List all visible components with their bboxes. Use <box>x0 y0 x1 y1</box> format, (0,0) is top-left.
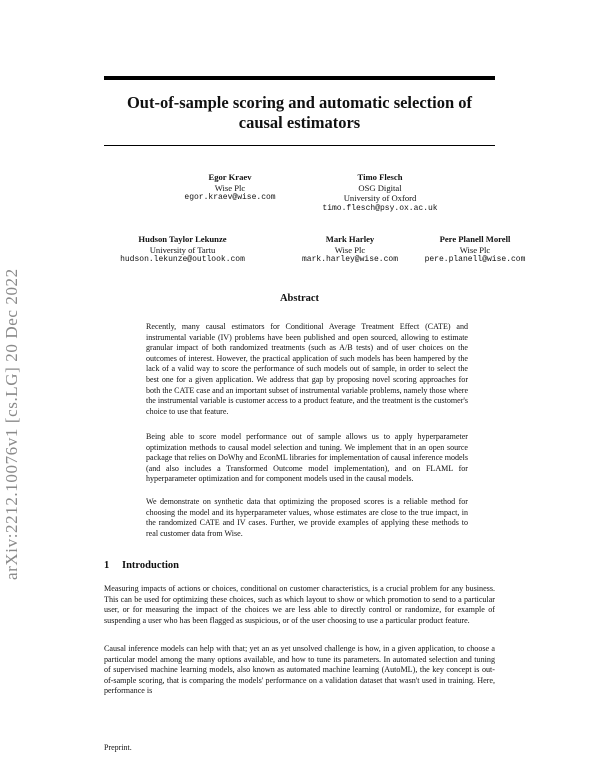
body-paragraph: Measuring impacts of actions or choices, conditional on customer characteristics, is a crucial problem for any business. This can be used for optimizing these choices, such as which layout to show or which promotion to send to a particular user, or for measuring the impact of the choices we are less able to directly control or randomize, for example of suspending a user who has been flagged as suspicious, or of the user choosing to use a particular product feature. <box>104 584 495 625</box>
author-name: Pere Planell Morell <box>439 234 511 244</box>
author-affiliation: University of Tartu <box>149 244 216 255</box>
section-number: 1 <box>104 560 110 571</box>
author-email[interactable]: egor.kraev@wise.com <box>184 193 276 203</box>
author-affiliation: Wise Plc <box>459 244 491 255</box>
author-affiliation: Wise Plc <box>214 182 246 193</box>
author-block <box>280 234 420 266</box>
author-block <box>100 234 265 266</box>
author-affiliation: University of Oxford <box>343 193 417 204</box>
abstract-heading: Abstract <box>279 293 320 304</box>
paper-title <box>104 93 495 133</box>
footer-note: Preprint. <box>104 743 132 752</box>
author-affiliation: Wise Plc <box>334 244 366 255</box>
author-name: Egor Kraev <box>208 172 252 182</box>
section-title: Introduction <box>122 560 179 571</box>
author-block <box>300 172 460 214</box>
author-email[interactable]: pere.planell@wise.com <box>424 255 526 265</box>
abstract-paragraph: We demonstrate on synthetic data that optimizing the proposed scores is a reliable method for choosing the model and its hyperparameter values, whose estimates are close to the true impact, in the randomized CATE and IV cases. Further, we provide examples of applying these methods to real customer data from Wise. <box>146 497 468 538</box>
author-block <box>160 172 300 204</box>
author-affiliation: OSG Digital <box>358 182 402 193</box>
author-name: Mark Harley <box>325 234 375 244</box>
abstract-paragraph: Being able to score model performance out of sample allows us to apply hyperparameter optimization methods to causal model selection and tuning. We implement that in an open source package that relies on DoWhy and EconML libraries for implementation of causal inference models (and also includes a Transformed Outcome model implementation), and on FLAML for hyperparameter optimization and for component models used in the causal models. <box>146 432 468 484</box>
title-top-rule <box>104 76 495 80</box>
author-email[interactable]: mark.harley@wise.com <box>301 255 398 265</box>
author-email[interactable]: timo.flesch@psy.ox.ac.uk <box>322 203 438 213</box>
author-name: Timo Flesch <box>357 172 403 182</box>
body-paragraph: Causal inference models can help with that; yet an as yet unsolved challenge is how, in a given application, to choose a particular model among the many options available, and how to tune its parameters. In automated selection and tuning of supervised machine learning models, also known as automated machine learning (AutoML), the key concept is out-of-sample scoring, that is comparing the models' performance on a validation dataset that wasn't used in training. Here, performance is <box>104 644 495 696</box>
abstract-paragraph: Recently, many causal estimators for Conditional Average Treatment Effect (CATE) and instrumental variable (IV) problems have been published and open sourced, allowing to estimate granular impact of both randomized treatments (such as A/B tests) and of user choices on the outcomes of interest. However, the practical application of such models has been hampered by the lack of a valid way to score the performance of such models out of sample, in order to select the best one for a given application. We address that gap by proposing novel scoring approaches for both the CATE case and an important subset of instrumental variable problems, namely those where the instrumental variable is customer access to a product feature, and the treatment is the customer's choice to use that feature. <box>146 322 469 416</box>
author-email[interactable]: hudson.lekunze@outlook.com <box>120 255 245 265</box>
arxiv-stamp: arXiv:2212.10076v1 [cs.LG] 20 Dec 2022 <box>2 268 21 580</box>
title-line-1: Out-of-sample scoring and automatic selection of <box>126 93 473 112</box>
author-name: Hudson Taylor Lekunze <box>138 234 227 244</box>
author-block <box>400 234 550 266</box>
section-heading <box>104 560 179 571</box>
title-line-2: causal estimators <box>238 113 361 132</box>
title-bottom-rule <box>104 145 495 146</box>
